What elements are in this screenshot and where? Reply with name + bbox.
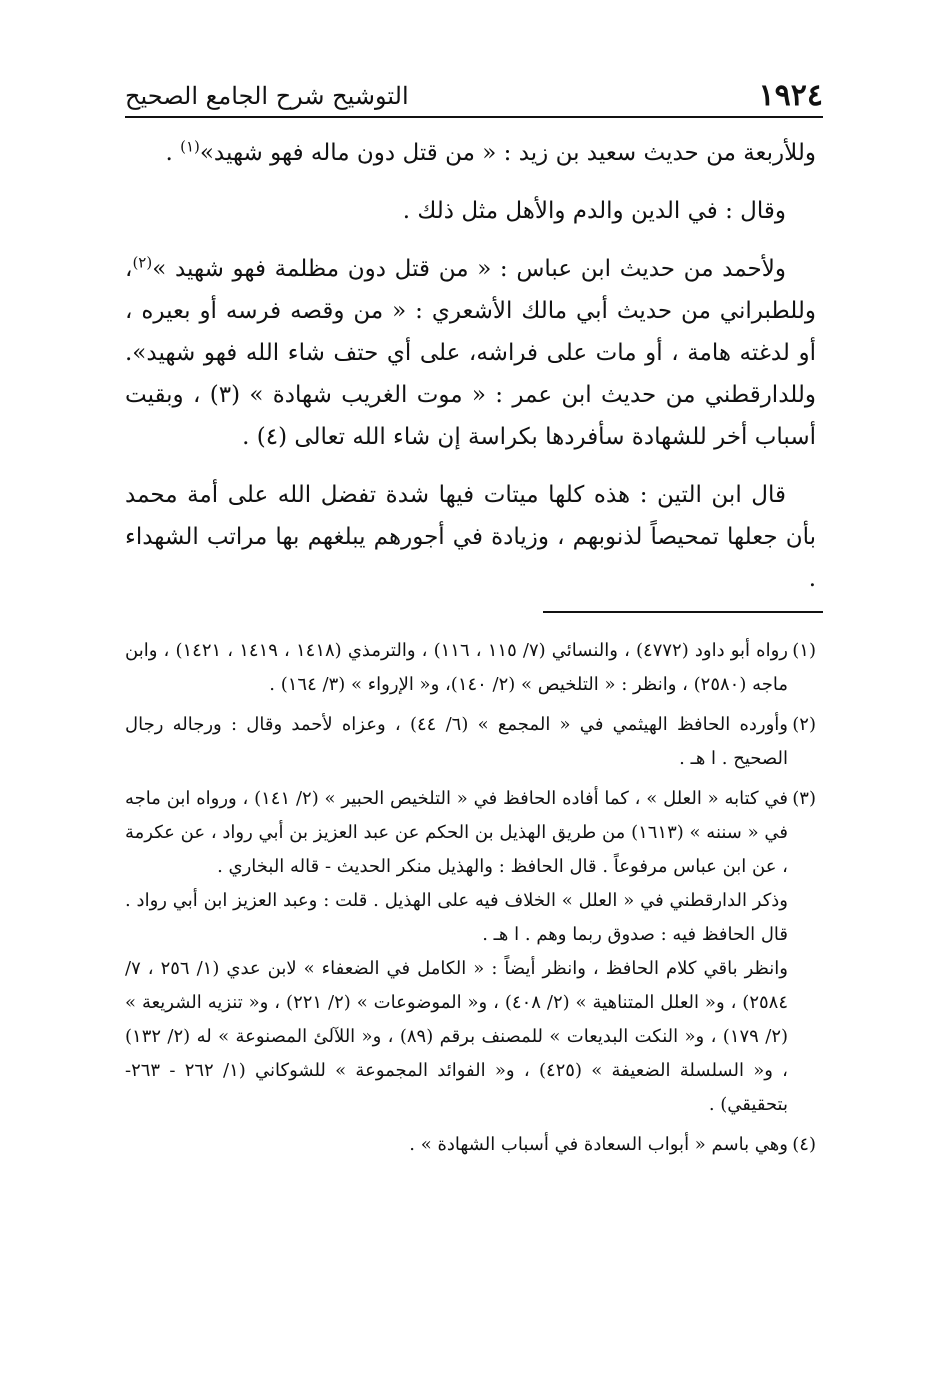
footnote-4	[125, 1128, 816, 1162]
paragraph	[125, 474, 816, 600]
footnote-text: في كتابه « العلل » ، كما أفاده الحافظ في « التلخيص الحبير » (٢/ ١٤١) ، ورواه ابن ماجه في « سننه » (١٦١٣) من طريق الهذيل بن الحكم عن عبد العزيز بن أبي رواد ، عن عكرمة ، عن ابن عباس مرفوعاً . قال الحافظ : والهذيل منكر الحديث - قاله البخاري .	[125, 788, 789, 877]
footnote-body	[125, 782, 788, 1122]
paragraph-text: قال ابن التين : هذه كلها ميتات فيها شدة تفضل الله على أمة محمد بأن جعلها تمحيصاً لذنوبهم ، وزيادة في أجورهم يبلغهم بها مراتب الشهداء .	[125, 482, 816, 592]
paragraph-tail: .	[165, 140, 181, 166]
footnote-2	[125, 708, 816, 776]
page-header	[125, 72, 823, 118]
footnote-3	[125, 782, 816, 1122]
footnote-number: (٣)	[792, 788, 816, 809]
footnote-text: وانظر باقي كلام الحافظ ، وانظر أيضاً : « الكامل في الضعفاء » لابن عدي (١/ ٢٥٦ ، ٧/ ٢٥٨٤) ، و« العلل المتناهية » (٢/ ٤٠٨) ، و« الموضوعات » (٢/ ٢٢١) ، و« تنزيه الشريعة » (٢/ ١٧٩) ، و« النكت البديعات » للمصنف برقم (٨٩) ، و« اللآلئ المصنوعة » له (٢/ ١٣٢) ، و« السلسلة الضعيفة » (٤٢٥) ، و« الفوائد المجموعة » للشوكاني (١/ ٢٦٢ - ٢٦٣- بتحقيقي) .	[125, 958, 789, 1115]
footnotes	[125, 634, 816, 1168]
paragraph-text: ولأحمد من حديث ابن عباس : « من قتل دون مظلمة فهو شهيد »	[152, 256, 786, 282]
page-number: ١٩٢٤	[758, 78, 823, 113]
paragraph	[125, 132, 816, 174]
paragraph-tail: ، وللطبراني من حديث أبي مالك الأشعري : « من وقصه فرسه أو بعيره ، أو لدغته هامة ، أو مات على فراشه، على أي حتف شاء الله فهو شهيد». وللدارقطني من حديث ابن عمر : « موت الغريب شهادة » (٣) ، وبقيت أسباب أخر للشهادة سأفردها بكراسة إن شاء الله تعالى (٤) .	[125, 256, 816, 450]
footnote-ref: (٢)	[132, 253, 153, 272]
footnote-text: وأورده الحافظ الهيثمي في « المجمع » (٦/ ٤٤) ، وعزاه لأحمد وقال : ورجاله رجال الصحيح . ا هـ .	[125, 714, 788, 769]
footnote-divider	[543, 611, 823, 613]
paragraph-text: وللأربعة من حديث سعيد بن زيد : « من قتل دون ماله فهو شهيد»	[199, 140, 816, 166]
footnote-body	[125, 1128, 788, 1162]
footnote-number: (٤)	[792, 1134, 816, 1155]
paragraph-text: وقال : في الدين والدم والأهل مثل ذلك .	[402, 198, 786, 224]
paragraph	[125, 248, 816, 458]
running-title: التوشيح شرح الجامع الصحيح	[125, 82, 409, 110]
footnote-text: وذكر الدارقطني في « العلل » الخلاف فيه على الهذيل . قلت : وعبد العزيز ابن أبي رواد . قال الحافظ فيه : صدوق ربما وهم . ا هـ .	[125, 890, 788, 945]
footnote-text: رواه أبو داود (٤٧٧٢) ، والنسائي (٧/ ١١٥ ، ١١٦) ، والترمذي (١٤١٨ ، ١٤١٩ ، ١٤٢١) ، وابن ماجه (٢٥٨٠) ، وانظر : « التلخيص » (٢/ ١٤٠)، و« الإرواء » (٣/ ١٦٤) .	[125, 640, 788, 695]
footnote-number: (٢)	[792, 714, 816, 735]
footnote-number: (١)	[792, 640, 816, 661]
main-text	[125, 132, 816, 616]
footnote-body	[125, 708, 788, 776]
footnote-1	[125, 634, 816, 702]
paragraph	[125, 190, 816, 232]
footnote-body	[125, 634, 788, 702]
footnote-ref: (١)	[180, 137, 200, 156]
footnote-text: وهي باسم « أبواب السعادة في أسباب الشهادة » .	[409, 1134, 788, 1155]
